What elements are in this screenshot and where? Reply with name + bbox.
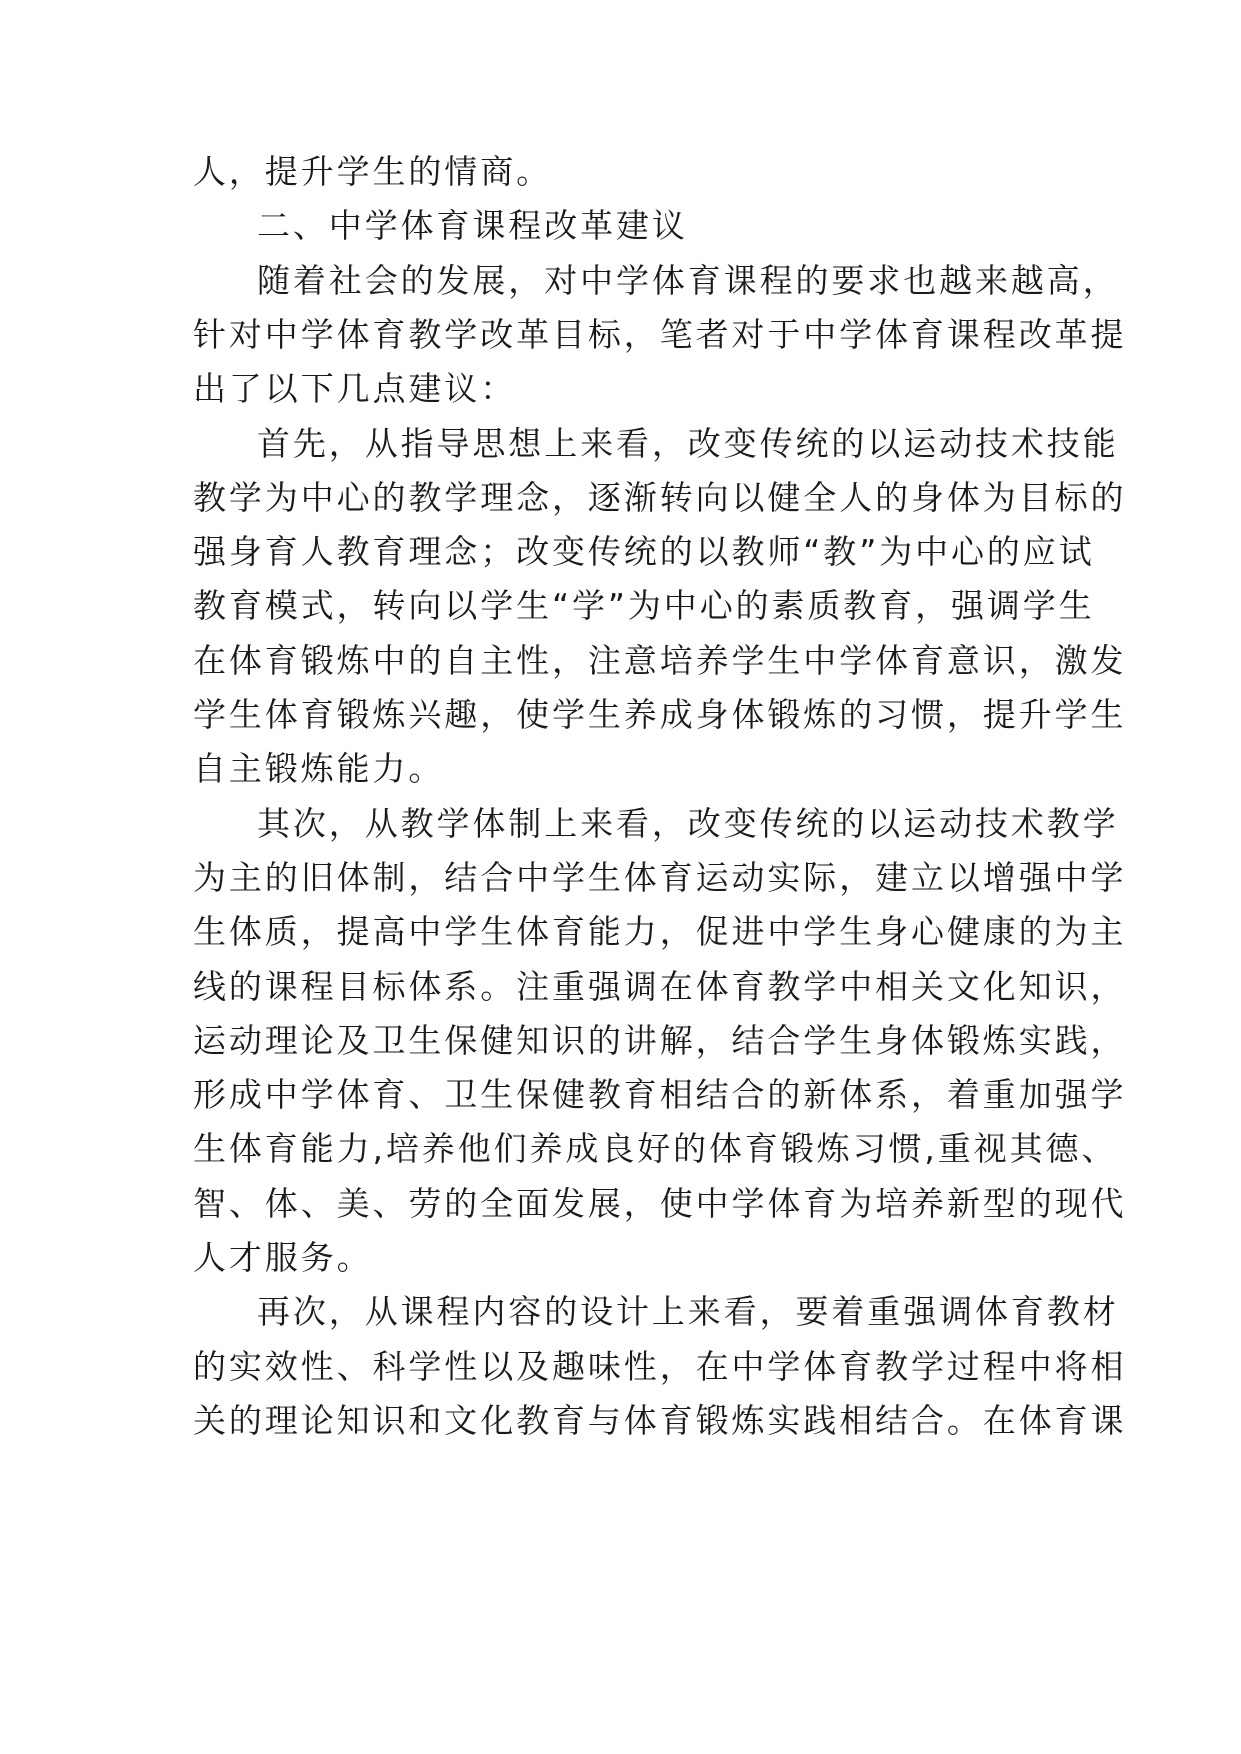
text-line: 生体育能力,培养他们养成良好的体育锻炼习惯,重视其德、 — [193, 1129, 1118, 1169]
text-line: 人，提升学生的情商。 — [193, 152, 552, 191]
text-line: 二、中学体育课程改革建议 — [257, 206, 688, 246]
text-line: 生体质，提高中学生体育能力，促进中学生身心健康的为主 — [193, 912, 1127, 952]
text-line: 首先，从指导思想上来看，改变传统的以运动技术技能 — [257, 423, 1119, 463]
text-line: 形成中学体育、卫生保健教育相结合的新体系，着重加强学 — [193, 1075, 1127, 1115]
text-line: 线的课程目标体系。注重强调在体育教学中相关文化知识， — [193, 966, 1127, 1006]
text-line: 其次，从教学体制上来看，改变传统的以运动技术教学 — [257, 803, 1119, 843]
text-line: 的实效性、科学性以及趣味性，在中学体育教学过程中将相 — [193, 1346, 1127, 1386]
text-line: 教育模式，转向以学生“学”为中心的素质教育，强调学生 — [193, 586, 1095, 626]
text-line: 智、体、美、劳的全面发展，使中学体育为培养新型的现代 — [193, 1183, 1127, 1223]
text-line: 学生体育锻炼兴趣，使学生养成身体锻炼的习惯，提升学生 — [193, 695, 1127, 734]
text-line: 运动理论及卫生保健知识的讲解，结合学生身体锻炼实践， — [193, 1020, 1127, 1060]
text-line: 在体育锻炼中的自主性，注意培养学生中学体育意识，激发 — [193, 640, 1127, 680]
text-line: 随着社会的发展，对中学体育课程的要求也越来越高， — [257, 260, 1119, 300]
text-line: 为主的旧体制，结合中学生体育运动实际，建立以增强中学 — [193, 857, 1127, 897]
text-line: 再次，从课程内容的设计上来看，要着重强调体育教材 — [257, 1292, 1119, 1332]
text-line: 针对中学体育教学改革目标，笔者对于中学体育课程改革提 — [193, 314, 1127, 354]
text-line: 关的理论知识和文化教育与体育锻炼实践相结合。在体育课 — [193, 1400, 1127, 1440]
text-line: 教学为中心的教学理念，逐渐转向以健全人的身体为目标的 — [193, 477, 1127, 517]
text-line: 出了以下几点建议： — [193, 369, 517, 409]
text-line: 自主锻炼能力。 — [193, 749, 445, 789]
text-line: 强身育人教育理念；改变传统的以教师“教”为中心的应试 — [193, 532, 1095, 572]
text-line: 人才服务。 — [193, 1238, 373, 1277]
